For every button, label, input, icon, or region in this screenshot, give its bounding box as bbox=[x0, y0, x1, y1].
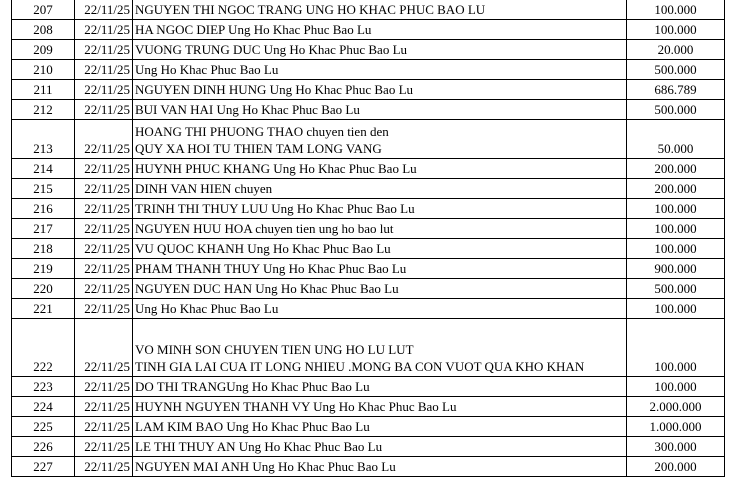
row-date: 22/11/25 bbox=[74, 199, 132, 218]
row-date: 22/11/25 bbox=[74, 377, 132, 396]
row-amount: 2.000.000 bbox=[626, 397, 725, 416]
description-line: HUYNH NGUYEN THANH VY Ung Ho Khac Phuc Bao Lu bbox=[135, 399, 457, 414]
row-date: 22/11/25 bbox=[74, 80, 132, 99]
row-amount: 100.000 bbox=[626, 0, 725, 19]
row-amount: 20.000 bbox=[626, 40, 725, 59]
row-number: 226 bbox=[11, 437, 74, 456]
row-date: 22/11/25 bbox=[74, 299, 132, 318]
description-line: Ung Ho Khac Phuc Bao Lu bbox=[135, 62, 279, 77]
row-date: 22/11/25 bbox=[74, 437, 132, 456]
row-number: 225 bbox=[11, 417, 74, 436]
table-row bbox=[11, 417, 725, 437]
table-row bbox=[11, 319, 725, 377]
description-line: Ung Ho Khac Phuc Bao Lu bbox=[135, 301, 279, 316]
row-date: 22/11/25 bbox=[74, 457, 132, 476]
description-line: HOANG THI PHUONG THAO chuyen tien den bbox=[135, 124, 389, 139]
row-date: 22/11/25 bbox=[74, 417, 132, 436]
table-row bbox=[11, 159, 725, 179]
description-line: VO MINH SON CHUYEN TIEN UNG HO LU LUT bbox=[135, 342, 414, 357]
description-line: DINH VAN HIEN chuyen bbox=[135, 181, 273, 196]
row-number: 215 bbox=[11, 179, 74, 198]
row-date: 22/11/25 bbox=[74, 397, 132, 416]
table-row bbox=[11, 219, 725, 239]
row-date: 22/11/25 bbox=[74, 319, 132, 376]
row-number: 217 bbox=[11, 219, 74, 238]
row-date: 22/11/25 bbox=[74, 100, 132, 119]
row-date: 22/11/25 bbox=[74, 0, 132, 19]
row-description bbox=[132, 259, 626, 278]
row-amount: 100.000 bbox=[626, 319, 725, 376]
row-description bbox=[132, 279, 626, 298]
description-line: VUONG TRUNG DUC Ung Ho Khac Phuc Bao Lu bbox=[135, 42, 408, 57]
table-row bbox=[11, 20, 725, 40]
row-description bbox=[132, 100, 626, 119]
row-amount: 200.000 bbox=[626, 457, 725, 476]
row-number: 210 bbox=[11, 60, 74, 79]
row-amount: 300.000 bbox=[626, 437, 725, 456]
row-description bbox=[132, 457, 626, 476]
row-number: 219 bbox=[11, 259, 74, 278]
row-number: 208 bbox=[11, 20, 74, 39]
table-row bbox=[11, 259, 725, 279]
description-line: PHAM THANH THUY Ung Ho Khac Phuc Bao Lu bbox=[135, 261, 407, 276]
row-date: 22/11/25 bbox=[74, 219, 132, 238]
row-description bbox=[132, 40, 626, 59]
row-number: 221 bbox=[11, 299, 74, 318]
row-number: 216 bbox=[11, 199, 74, 218]
row-number: 209 bbox=[11, 40, 74, 59]
row-description bbox=[132, 199, 626, 218]
row-amount: 1.000.000 bbox=[626, 417, 725, 436]
row-amount: 100.000 bbox=[626, 299, 725, 318]
donation-table bbox=[11, 0, 725, 477]
row-date: 22/11/25 bbox=[74, 20, 132, 39]
row-amount: 500.000 bbox=[626, 100, 725, 119]
row-amount: 100.000 bbox=[626, 239, 725, 258]
row-description bbox=[132, 417, 626, 436]
row-number: 223 bbox=[11, 377, 74, 396]
row-description bbox=[132, 179, 626, 198]
table-row bbox=[11, 299, 725, 319]
row-amount: 100.000 bbox=[626, 199, 725, 218]
table-row bbox=[11, 239, 725, 259]
row-description bbox=[132, 239, 626, 258]
row-number: 222 bbox=[11, 319, 74, 376]
row-description bbox=[132, 299, 626, 318]
table-row bbox=[11, 279, 725, 299]
row-amount: 500.000 bbox=[626, 60, 725, 79]
row-date: 22/11/25 bbox=[74, 259, 132, 278]
row-amount: 686.789 bbox=[626, 80, 725, 99]
row-date: 22/11/25 bbox=[74, 179, 132, 198]
row-description bbox=[132, 397, 626, 416]
row-description bbox=[132, 80, 626, 99]
description-line: NGUYEN HUU HOA chuyen tien ung ho bao lut bbox=[135, 221, 394, 236]
row-amount: 50.000 bbox=[626, 120, 725, 158]
row-description bbox=[132, 159, 626, 178]
description-line: LE THI THUY AN Ung Ho Khac Phuc Bao Lu bbox=[135, 439, 383, 454]
description-line: TRINH THI THUY LUU Ung Ho Khac Phuc Bao Lu bbox=[135, 201, 415, 216]
description-line: HA NGOC DIEP Ung Ho Khac Phuc Bao Lu bbox=[135, 22, 372, 37]
table-row bbox=[11, 0, 725, 20]
row-amount: 100.000 bbox=[626, 219, 725, 238]
row-number: 207 bbox=[11, 0, 74, 19]
row-description bbox=[132, 120, 626, 158]
description-line: NGUYEN DINH HUNG Ung Ho Khac Phuc Bao Lu bbox=[135, 82, 414, 97]
row-description bbox=[132, 377, 626, 396]
row-number: 214 bbox=[11, 159, 74, 178]
row-number: 211 bbox=[11, 80, 74, 99]
row-date: 22/11/25 bbox=[74, 239, 132, 258]
row-amount: 100.000 bbox=[626, 20, 725, 39]
row-description bbox=[132, 319, 626, 376]
row-number: 224 bbox=[11, 397, 74, 416]
row-amount: 900.000 bbox=[626, 259, 725, 278]
row-amount: 200.000 bbox=[626, 159, 725, 178]
table-row bbox=[11, 100, 725, 120]
row-number: 227 bbox=[11, 457, 74, 476]
table-row bbox=[11, 457, 725, 477]
description-line: QUY XA HOI TU THIEN TAM LONG VANG bbox=[135, 141, 382, 156]
description-line: NGUYEN THI NGOC TRANG UNG HO KHAC PHUC BAO LU bbox=[135, 2, 486, 17]
row-number: 213 bbox=[11, 120, 74, 158]
row-date: 22/11/25 bbox=[74, 60, 132, 79]
row-date: 22/11/25 bbox=[74, 159, 132, 178]
table-row bbox=[11, 179, 725, 199]
description-line: NGUYEN DUC HAN Ung Ho Khac Phuc Bao Lu bbox=[135, 281, 399, 296]
table-row bbox=[11, 80, 725, 100]
row-description bbox=[132, 219, 626, 238]
row-description bbox=[132, 20, 626, 39]
table-row bbox=[11, 397, 725, 417]
table-row bbox=[11, 120, 725, 159]
row-description bbox=[132, 0, 626, 19]
row-date: 22/11/25 bbox=[74, 279, 132, 298]
row-amount: 500.000 bbox=[626, 279, 725, 298]
table-row bbox=[11, 40, 725, 60]
row-amount: 200.000 bbox=[626, 179, 725, 198]
description-line: VU QUOC KHANH Ung Ho Khac Phuc Bao Lu bbox=[135, 241, 391, 256]
description-line: HUYNH PHUC KHANG Ung Ho Khac Phuc Bao Lu bbox=[135, 161, 417, 176]
row-description bbox=[132, 437, 626, 456]
table-row bbox=[11, 377, 725, 397]
description-line: TINH GIA LAI CUA IT LONG NHIEU .MONG BA CON VUOT QUA KHO KHAN bbox=[135, 359, 585, 374]
row-number: 212 bbox=[11, 100, 74, 119]
table-row bbox=[11, 199, 725, 219]
row-description bbox=[132, 60, 626, 79]
description-line: LAM KIM BAO Ung Ho Khac Phuc Bao Lu bbox=[135, 419, 370, 434]
row-date: 22/11/25 bbox=[74, 40, 132, 59]
row-date: 22/11/25 bbox=[74, 120, 132, 158]
row-amount: 100.000 bbox=[626, 377, 725, 396]
description-line: NGUYEN MAI ANH Ung Ho Khac Phuc Bao Lu bbox=[135, 459, 396, 474]
description-line: BUI VAN HAI Ung Ho Khac Phuc Bao Lu bbox=[135, 102, 360, 117]
description-line: DO THI TRANGUng Ho Khac Phuc Bao Lu bbox=[135, 379, 370, 394]
table-row bbox=[11, 437, 725, 457]
table-row bbox=[11, 60, 725, 80]
row-number: 220 bbox=[11, 279, 74, 298]
row-number: 218 bbox=[11, 239, 74, 258]
